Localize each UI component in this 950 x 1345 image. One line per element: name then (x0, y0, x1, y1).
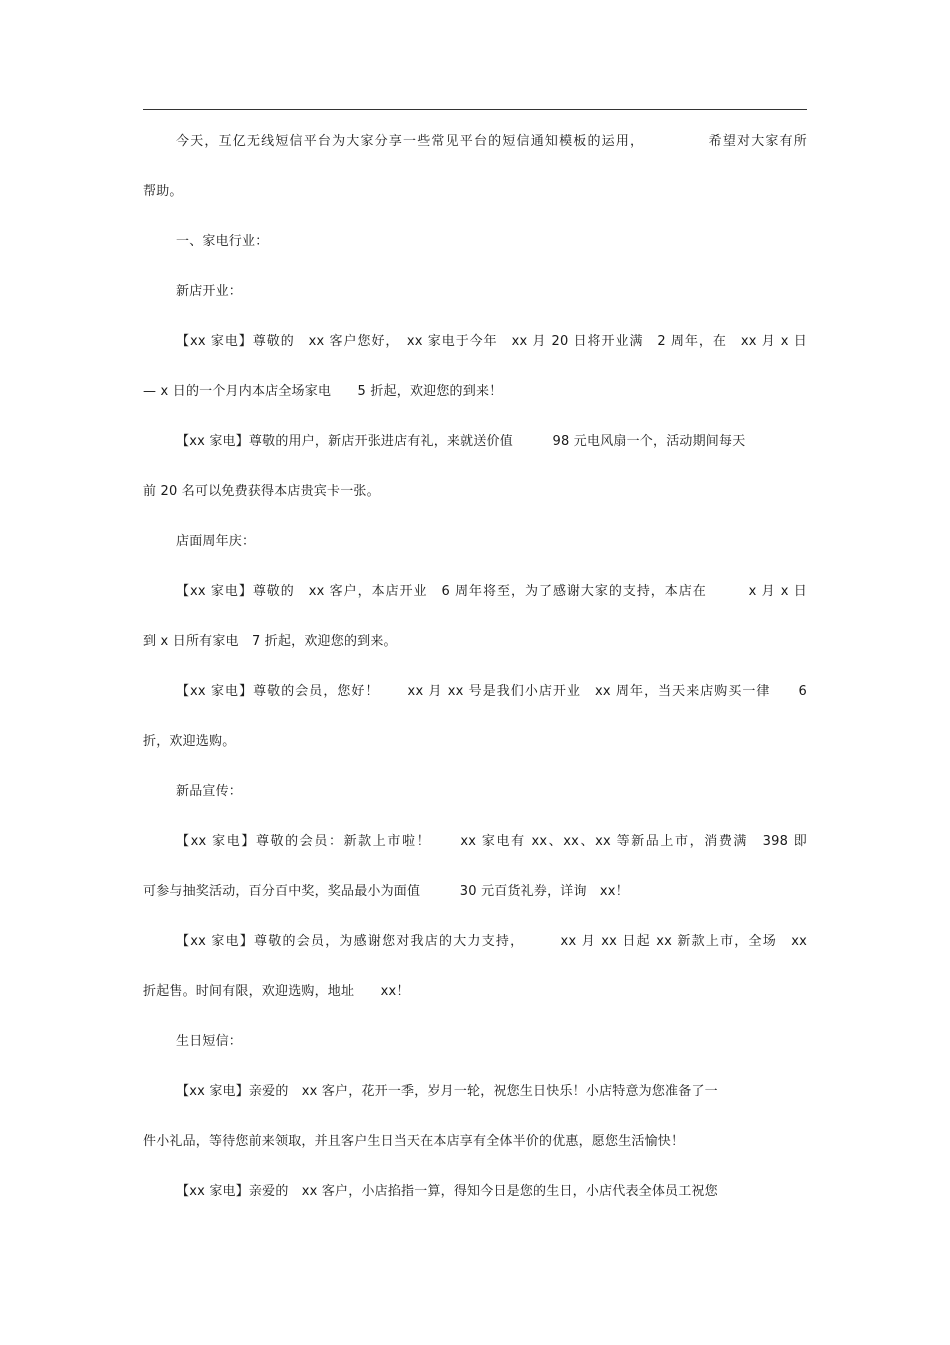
paragraph-intro-line-1: 今天，互亿无线短信平台为大家分享一些常见平台的短信通知模板的运用， 希望对大家有所 (176, 134, 807, 149)
paragraph-intro-line-2: 帮助。 (143, 184, 183, 199)
subheading-new-product: 新品宣传： (176, 784, 243, 799)
sms-template-line: 【xx 家电】尊敬的 xx 客户，本店开业 6 周年将至，为了感谢大家的支持，本店在 x 月 x 日 (176, 584, 807, 599)
sms-template-line: 到 x 日所有家电 7 折起，欢迎您的到来。 (143, 634, 397, 649)
sms-template-line: 折，欢迎选购。 (143, 734, 236, 749)
section-heading-appliance: 一、家电行业： (176, 234, 269, 249)
sms-template-line: — x 日的一个月内本店全场家电 5 折起，欢迎您的到来！ (143, 384, 503, 399)
sms-template-line: 【xx 家电】尊敬的 xx 客户您好， xx 家电于今年 xx 月 20 日将开业满 2 周年，在 xx 月 x 日 (176, 334, 807, 349)
sms-template-line: 【xx 家电】尊敬的会员，您好！ xx 月 xx 号是我们小店开业 xx 周年，当天来店购买一律 6 (176, 684, 807, 699)
sms-template-line: 【xx 家电】尊敬的会员：新款上市啦！ xx 家电有 xx、xx、xx 等新品上市，消费满 398 即 (176, 834, 807, 849)
subheading-birthday: 生日短信： (176, 1034, 243, 1049)
header-rule (143, 109, 807, 110)
sms-template-line: 【xx 家电】尊敬的会员，为感谢您对我店的大力支持， xx 月 xx 日起 xx 新款上市，全场 xx (176, 934, 807, 949)
sms-template-line: 【xx 家电】亲爱的 xx 客户，小店掐指一算，得知今日是您的生日，小店代表全体员工祝您 (176, 1184, 718, 1199)
sms-template-line: 【xx 家电】尊敬的用户，新店开张进店有礼，来就送价值 98 元电风扇一个，活动期间每天 (176, 434, 746, 449)
sms-template-line: 【xx 家电】亲爱的 xx 客户，花开一季，岁月一轮，祝您生日快乐！小店特意为您准备了一 (176, 1084, 718, 1099)
sms-template-line: 件小礼品，等待您前来领取，并且客户生日当天在本店享有全体半价的优惠，愿您生活愉快！ (143, 1134, 685, 1149)
subheading-new-store: 新店开业： (176, 284, 243, 299)
subheading-anniversary: 店面周年庆： (176, 534, 256, 549)
sms-template-line: 前 20 名可以免费获得本店贵宾卡一张。 (143, 484, 380, 499)
sms-template-line: 可参与抽奖活动，百分百中奖，奖品最小为面值 30 元百货礼券，详询 xx！ (143, 884, 629, 899)
sms-template-line: 折起售。时间有限，欢迎选购，地址 xx！ (143, 984, 410, 999)
